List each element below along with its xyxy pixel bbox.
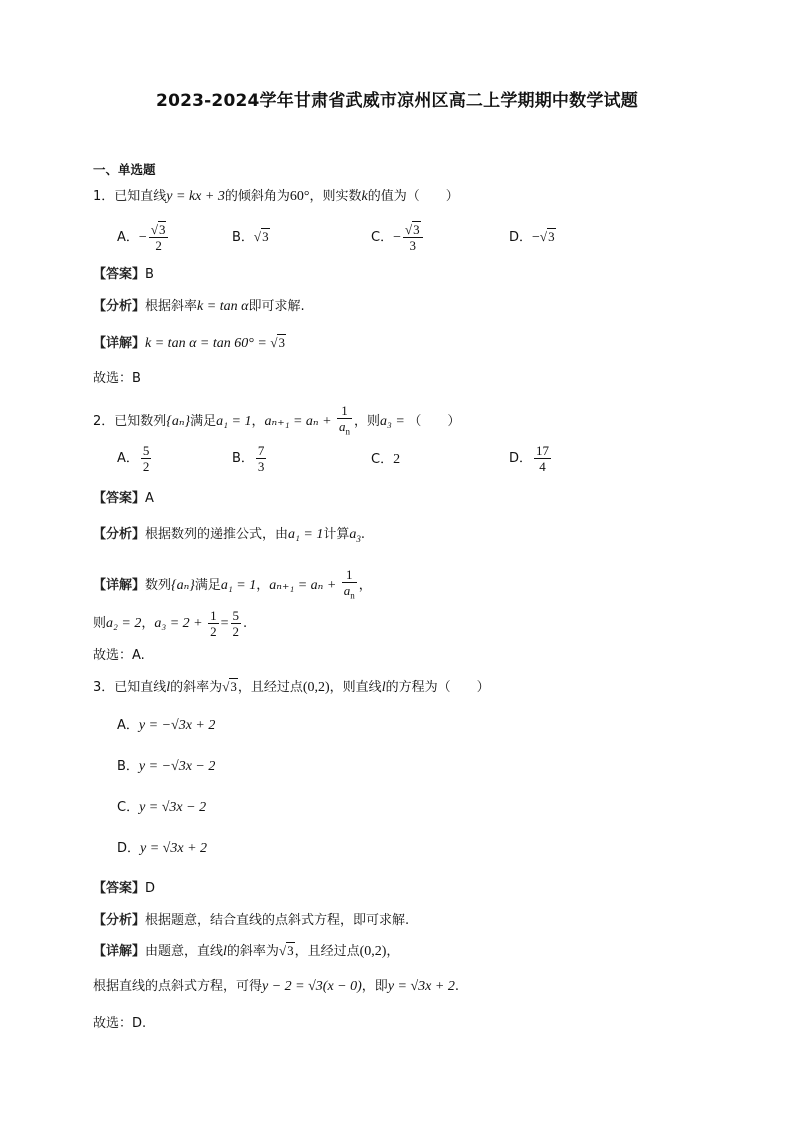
conclusion-3: 故选：D.	[93, 1016, 147, 1031]
answer-3: 【答案】D	[93, 881, 156, 896]
detail-3: 【详解】由题意，直线l的斜率为√3，且经过点(0,2)，	[93, 943, 400, 959]
detail-2: 【详解】数列{aₙ}满足a₁ = 1，aₙ₊₁ = aₙ + $\frac{1}{a_n}$ ，	[93, 567, 372, 601]
analysis-3: 【分析】根据题意，结合直线的点斜式方程，即可求解.	[93, 913, 410, 928]
conclusion-1: 故选：B	[93, 371, 141, 386]
option-c: C．2	[371, 452, 401, 467]
option-d: D．y = √3x + 2	[117, 841, 208, 856]
option-a: A．y = −√3x + 2	[117, 718, 216, 733]
option-b: B．y = −√3x − 2	[117, 759, 216, 774]
section-heading: 一、单选题	[93, 162, 156, 177]
answer-1: 【答案】B	[93, 267, 154, 282]
option-d: D． $\frac{17}{4}$	[509, 443, 550, 474]
detail-3-line-2: 根据直线的点斜式方程，可得y − 2 = √3(x − 0)，即y = √3x + 2.	[93, 979, 459, 994]
question-2: 2．已知数列{aₙ}满足a₁ = 1，aₙ₊₁ = aₙ + $\frac{1}{a_n}$ ，则a₃ = （ ）	[93, 403, 461, 437]
answer-2: 【答案】A	[93, 491, 154, 506]
analysis-1: 【分析】根据斜率k = tan α即可求解.	[93, 299, 305, 314]
option-a: A． $\frac{5}{2}$	[117, 443, 150, 474]
question-3: 3．已知直线l的斜率为√3，且经过点(0,2)，则直线l的方程为（ ）	[93, 679, 490, 695]
page-title: 2023-2024学年甘肃省武威市凉州区高二上学期期中数学试题	[156, 91, 638, 111]
option-c: C．− $\frac{√3}{3}$	[371, 222, 425, 253]
option-a: A．− $\frac{√3}{2}$	[117, 222, 170, 253]
analysis-2: 【分析】根据数列的递推公式，由a₁ = 1计算$a_3$.	[93, 527, 366, 544]
option-b: B． $\frac{7}{3}$	[232, 443, 265, 474]
question-1: 1．已知直线y = kx + 3的倾斜角为60°，则实数k的值为（ ）	[93, 189, 459, 204]
conclusion-2: 故选：A.	[93, 648, 145, 663]
option-c: C．y = √3x − 2	[117, 800, 207, 815]
option-d: D．−√3	[509, 229, 555, 245]
detail-2-line-2: 则a₂ = 2，a₃ = 2 + $\frac{1}{2}$ = $\frac{5}{2}$ .	[93, 608, 248, 639]
detail-1: 【详解】k = tan α = tan 60° = √3	[93, 335, 285, 351]
option-b: B．√3	[232, 229, 269, 245]
